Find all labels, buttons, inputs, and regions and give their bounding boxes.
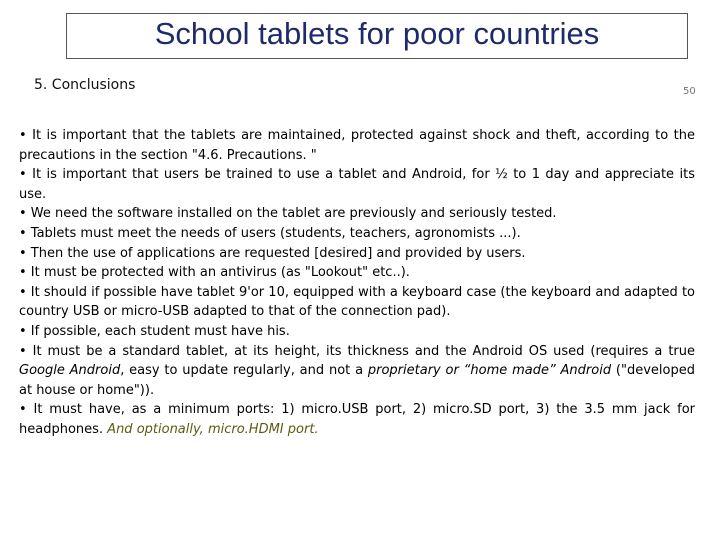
bullet-text: , easy to update regularly, and not a bbox=[120, 363, 368, 379]
bullet-item: • It should if possible have tablet 9'or 10, equipped with a keyboard case (the keyboard and adapted to country USB or micro-USB adapted to that of the connection pad). bbox=[19, 284, 695, 320]
italic-term: proprietary or “home made” Android bbox=[367, 363, 612, 379]
section-heading: 5. Conclusions bbox=[34, 77, 136, 93]
bullet-item: • It is important that users be trained to use a tablet and Android, for ½ to 1 day and appreciate its use. bbox=[19, 167, 695, 202]
italic-term: Google Android bbox=[19, 363, 121, 379]
bullet-item: • If possible, each student must have his. bbox=[19, 323, 290, 339]
bullet-item: • It must be protected with an antivirus (as "Lookout" etc..). bbox=[19, 265, 410, 281]
page-number: 50 bbox=[683, 86, 696, 97]
bullet-item: • It is important that the tablets are maintained, protected against shock and theft, according to the precautions in the section "4.6. Precautions. " bbox=[19, 128, 695, 163]
title-box bbox=[66, 13, 688, 59]
bullet-text: ("developed at house or home")). bbox=[19, 363, 695, 398]
bullet-item: • Then the use of applications are requested [desired] and provided by users. bbox=[19, 245, 526, 261]
bullet-item bbox=[19, 400, 695, 439]
optional-note: And optionally, micro.HDMI port. bbox=[103, 421, 319, 437]
conclusions-body bbox=[19, 126, 695, 440]
page-title: School tablets for poor countries bbox=[154, 16, 600, 51]
bullet-text: • It must have, as a minimum ports: 1) micro.USB port, 2) micro.SD port, 3) the 3.5 mm jack for headphones. bbox=[19, 402, 695, 437]
bullet-item bbox=[19, 342, 695, 401]
bullet-item: • We need the software installed on the tablet are previously and seriously tested. bbox=[19, 206, 557, 222]
bullet-text: • It must be a standard tablet, at its height, its thickness and the Android OS used (requires a true bbox=[19, 343, 695, 359]
bullet-item: • Tablets must meet the needs of users (students, teachers, agronomists ...). bbox=[19, 225, 521, 241]
